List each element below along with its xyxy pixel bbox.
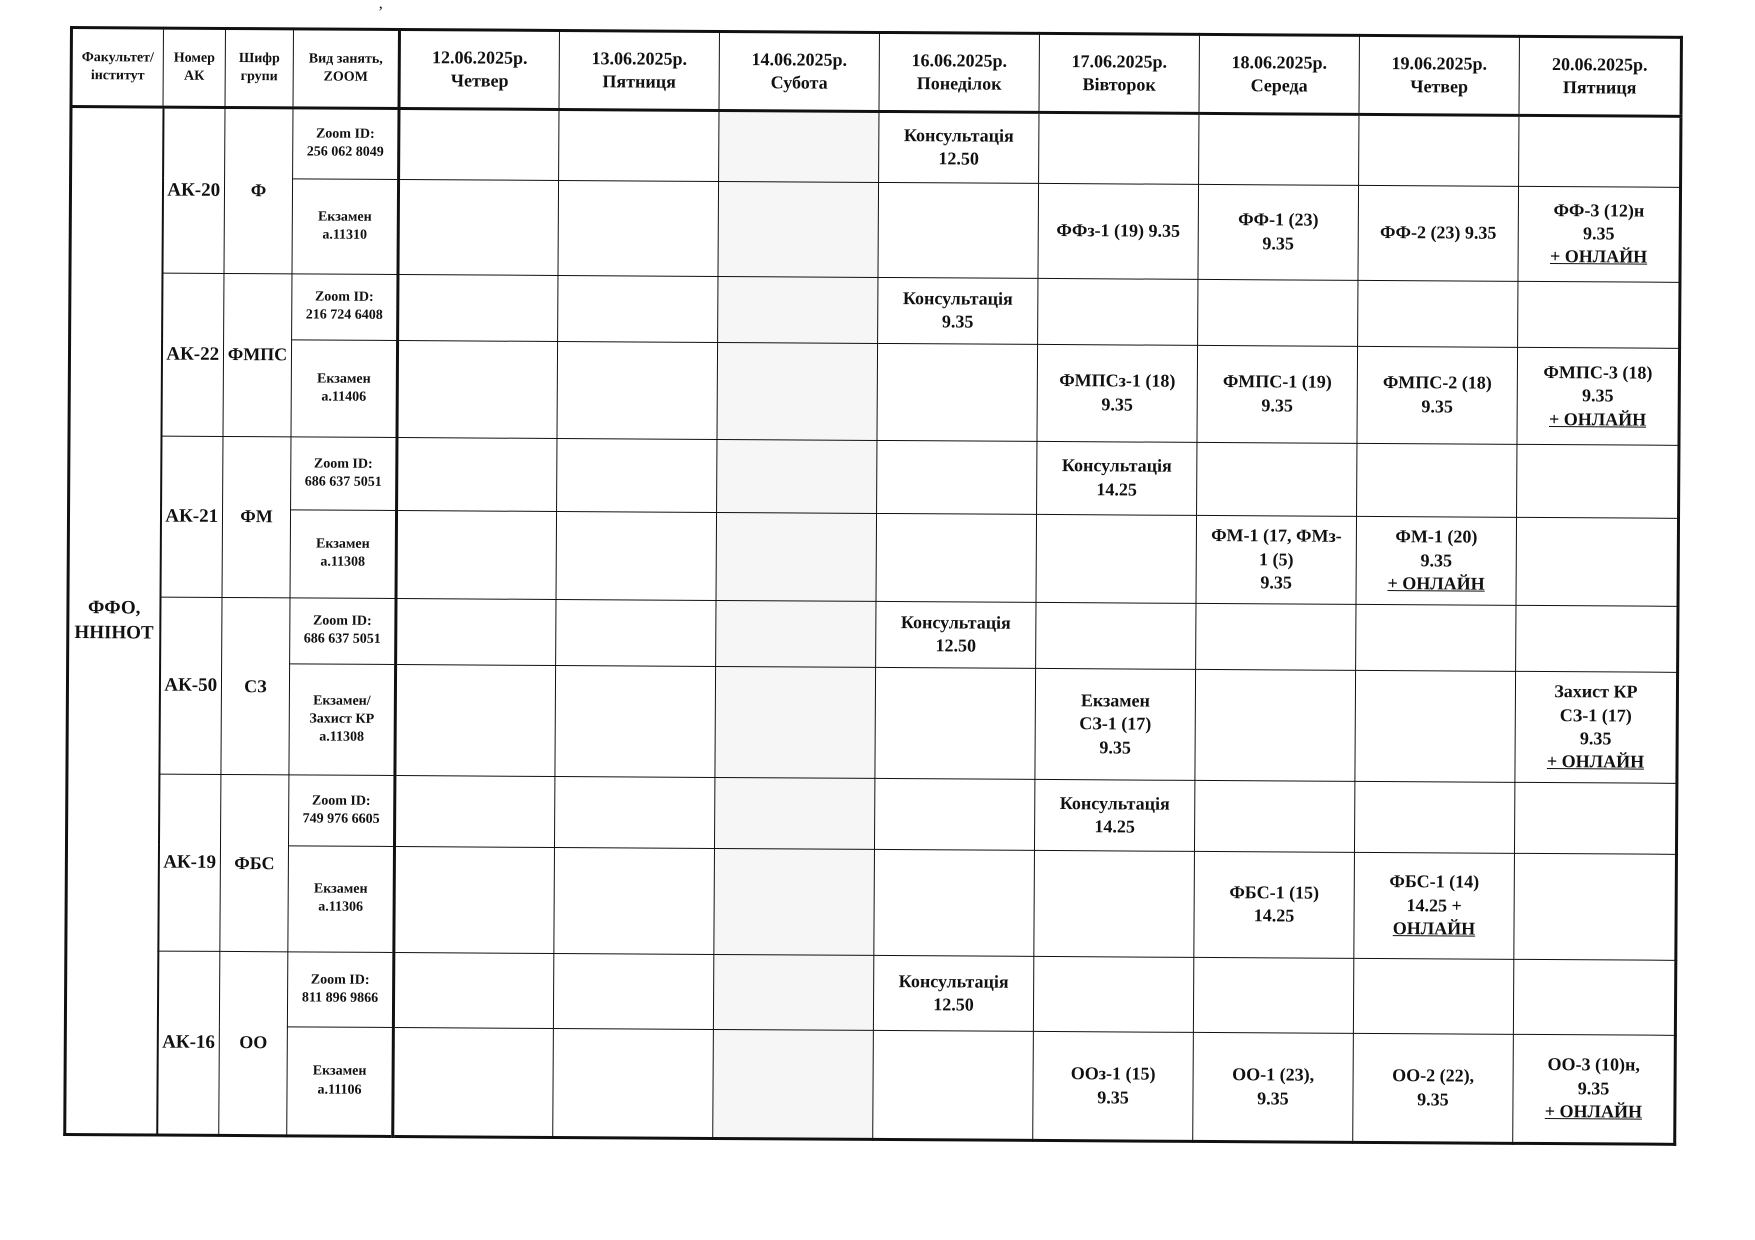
faculty-line: ФФО,: [87, 597, 141, 619]
schedule-cell: [1515, 671, 1678, 784]
schedule-cell: [393, 953, 553, 1029]
schedule-cell: [1519, 116, 1681, 187]
ak-number: АК-50: [159, 597, 222, 775]
schedule-cell: [716, 512, 877, 601]
schedule-cell: [1198, 184, 1359, 280]
cell-line: 9.35: [1261, 395, 1294, 416]
schedule-cell: [1517, 444, 1679, 518]
cell-line: Консультація: [1061, 455, 1172, 477]
schedule-cell: [1196, 603, 1356, 670]
cell-line: 9.35: [1257, 1087, 1289, 1108]
cell-line: 9.35: [1582, 223, 1615, 244]
schedule-cell: [395, 664, 556, 777]
cell-line: 9.35: [1099, 737, 1131, 758]
schedule-cell: [713, 955, 873, 1031]
schedule-cell: [1035, 668, 1196, 781]
schedule-cell: [719, 111, 879, 182]
schedule-cell: [1039, 113, 1199, 184]
group-code: СЗ: [221, 597, 290, 775]
exam-schedule-table: [63, 26, 1683, 1146]
schedule-cell: [396, 510, 557, 599]
exam-room-cell: [290, 509, 397, 598]
kind-line: а.11106: [317, 1082, 362, 1098]
faculty-line: ННІНОТ: [74, 621, 154, 644]
cell-line: СЗ-1 (17): [1079, 713, 1152, 735]
schedule-cell: [878, 277, 1038, 344]
cell-line: Консультація: [900, 612, 1011, 633]
ak-number: АК-16: [157, 951, 220, 1135]
schedule-cell: [1356, 604, 1516, 671]
schedule-cell: [1199, 114, 1359, 185]
schedule-cell: [554, 777, 714, 848]
schedule-cell: [1518, 186, 1681, 282]
cell-line: ФМПС-1 (19): [1222, 371, 1332, 393]
cell-line: ОО-2 (22),: [1392, 1065, 1475, 1086]
schedule-cell: [1358, 280, 1518, 347]
cell-line: 9.35: [1577, 1078, 1610, 1099]
kind-line: Zoom ID:: [312, 613, 372, 630]
schedule-cell: [875, 667, 1036, 780]
kind-line: Zoom ID:: [311, 793, 371, 809]
kind-line: Zoom ID:: [314, 289, 374, 305]
kind-line: 811 896 9866: [301, 990, 379, 1007]
cell-line: ФМ-1 (17, ФМз-: [1211, 525, 1342, 546]
kind-line: 256 062 8049: [306, 144, 384, 161]
zoom-id-cell: [287, 952, 393, 1027]
group-row-exam: [65, 1026, 1676, 1145]
cell-line: 9.35: [1260, 572, 1292, 593]
schedule-cell: [1516, 517, 1679, 606]
cell-line: 9.35: [1581, 385, 1614, 406]
header-date-7: 19.06.2025р. Четвер: [1359, 35, 1519, 115]
schedule-sheet: [63, 26, 1680, 1146]
group-row-zoom: [69, 436, 1679, 518]
kind-line: Екзамен: [315, 536, 370, 552]
header-code: Шифр групи: [225, 28, 293, 108]
cell-line: 9.35: [1101, 394, 1134, 415]
kind-line: Zoom ID:: [315, 126, 375, 143]
stray-mark: ʼ: [378, 4, 384, 21]
schedule-cell: [717, 342, 878, 440]
exam-room-cell: [291, 339, 398, 437]
schedule-cell: [873, 956, 1033, 1032]
schedule-cell: [1353, 1033, 1514, 1143]
schedule-cell: [1518, 281, 1680, 348]
schedule-cell: [878, 182, 1039, 278]
faculty-cell: [65, 107, 163, 1135]
schedule-cell: [1358, 185, 1519, 281]
kind-line: а.11308: [319, 729, 365, 745]
schedule-cell: [1194, 781, 1354, 852]
kind-line: Zoom ID:: [313, 456, 373, 472]
schedule-cell: [874, 849, 1035, 957]
cell-line: ФМ-1 (20): [1395, 526, 1478, 547]
schedule-cell: [394, 846, 555, 954]
schedule-cell: [1033, 957, 1193, 1033]
exam-room-cell: [289, 664, 396, 776]
schedule-cell: [1513, 1034, 1676, 1144]
cell-line: 12.50: [933, 994, 974, 1015]
cell-line: СЗ-1 (17): [1559, 704, 1632, 726]
zoom-id-cell: [290, 598, 396, 664]
exam-room-cell: [288, 846, 395, 953]
schedule-cell: [393, 1028, 554, 1138]
cell-line: ФФ-1 (23): [1238, 209, 1319, 230]
schedule-cell: [396, 599, 556, 666]
cell-line: Консультація: [1059, 792, 1170, 814]
schedule-cell: [399, 109, 559, 180]
schedule-cell: [553, 954, 713, 1030]
group-row-zoom: [67, 774, 1677, 854]
group-row-zoom: [65, 951, 1675, 1036]
cell-line: Консультація: [902, 287, 1013, 309]
group-row-zoom: [71, 107, 1681, 187]
schedule-cell: [716, 600, 876, 667]
zoom-id-cell: [293, 108, 399, 179]
schedule-cell: [877, 440, 1037, 514]
online-label: + ОНЛАЙН: [1549, 246, 1648, 268]
schedule-cell: [1517, 347, 1680, 445]
schedule-cell: [1196, 515, 1357, 604]
kind-line: Екзамен: [313, 881, 368, 898]
schedule-cell: [397, 438, 557, 512]
header-date-6: 18.06.2025р. Середа: [1199, 34, 1359, 114]
schedule-cell: [1036, 514, 1197, 603]
group-code: ФБС: [220, 775, 289, 952]
group-row-exam: [69, 338, 1680, 445]
schedule-cell: [1197, 345, 1358, 443]
group-row-exam: [66, 844, 1677, 960]
kind-line: Zoom ID:: [310, 972, 370, 988]
cell-line: 9.35: [1262, 233, 1295, 254]
kind-line: а.11406: [321, 389, 367, 405]
kind-line: 749 976 6605: [302, 811, 380, 827]
kind-line: 686 637 5051: [304, 474, 382, 490]
cell-line: ФБС-1 (15): [1229, 882, 1320, 903]
cell-line: ФФз-1 (19) 9.35: [1056, 220, 1181, 241]
schedule-cell: [1034, 850, 1195, 958]
exam-room-cell: [292, 178, 399, 274]
ak-number: АК-21: [160, 436, 223, 597]
schedule-cell: [1354, 852, 1515, 960]
cell-line: ФМПС-3 (18): [1543, 361, 1653, 383]
schedule-cell: [1034, 780, 1194, 851]
online-label: + ОНЛАЙН: [1544, 1101, 1643, 1122]
schedule-cell: [874, 779, 1034, 850]
schedule-cell: [1038, 278, 1198, 345]
schedule-cell: [557, 439, 717, 513]
cell-line: ООз-1 (15): [1070, 1063, 1156, 1084]
ak-number: АК-19: [158, 775, 221, 952]
group-code: ОО: [219, 952, 288, 1136]
cell-line: 14.25: [1094, 816, 1135, 837]
ak-number: АК-22: [161, 273, 224, 437]
schedule-cell: [713, 1030, 874, 1140]
schedule-cell: [1356, 516, 1517, 605]
schedule-cell: [1355, 670, 1516, 783]
schedule-cell: [1036, 602, 1196, 669]
header-faculty: Факультет/ інститут: [71, 28, 163, 108]
group-code: Ф: [224, 108, 293, 274]
schedule-cell: [714, 778, 874, 849]
group-row-exam: [68, 508, 1679, 606]
schedule-cell: [876, 513, 1037, 602]
group-row-exam: [70, 177, 1681, 282]
cell-line: ФФ-2 (23) 9.35: [1380, 222, 1497, 243]
kind-line: Екзамен: [317, 209, 372, 225]
cell-line: ОО-1 (23),: [1232, 1064, 1315, 1085]
schedule-cell: [873, 1031, 1034, 1141]
group-row-zoom: [68, 596, 1678, 672]
schedule-cell: [879, 112, 1039, 183]
group-code: ФМ: [222, 436, 291, 597]
kind-line: Екзамен/: [313, 693, 371, 709]
schedule-cell: [556, 599, 716, 666]
online-label: + ОНЛАЙН: [1546, 751, 1645, 773]
schedule-cell: [1037, 441, 1197, 515]
schedule-cell: [1193, 1032, 1354, 1142]
kind-line: а.11308: [320, 554, 366, 571]
cell-line: Консультація: [898, 970, 1009, 992]
header-date-4: 16.06.2025р. Понеділок: [879, 32, 1039, 112]
online-label: ОНЛАЙН: [1392, 918, 1476, 939]
online-label: + ОНЛАЙН: [1548, 408, 1647, 430]
header-row: [71, 28, 1681, 117]
ak-number: АК-20: [162, 107, 225, 273]
header-date-8: 20.06.2025р. Пятниця: [1519, 36, 1681, 116]
schedule-cell: [1033, 1031, 1194, 1141]
schedule-cell: [1514, 783, 1676, 854]
schedule-cell: [1195, 669, 1356, 782]
schedule-cell: [1357, 443, 1517, 517]
schedule-cell: [1193, 958, 1353, 1034]
online-label: + ОНЛАЙН: [1387, 573, 1485, 594]
schedule-cell: [1513, 960, 1675, 1036]
group-row-exam: [67, 662, 1678, 784]
schedule-cell: [715, 666, 876, 779]
kind-line: а.11306: [318, 900, 364, 916]
kind-line: 216 724 6408: [305, 307, 383, 324]
header-date-3: 14.06.2025р. Субота: [719, 31, 879, 111]
schedule-cell: [398, 274, 558, 341]
kind-line: Екзамен: [316, 371, 371, 387]
zoom-id-cell: [288, 775, 394, 846]
cell-line: 9.35: [1097, 1086, 1129, 1108]
schedule-cell: [1194, 851, 1355, 959]
zoom-id-cell: [292, 274, 398, 340]
cell-line: 12.50: [935, 635, 977, 656]
cell-line: 14.25: [1253, 905, 1295, 926]
schedule-cell: [558, 275, 718, 342]
cell-line: 14.25: [1096, 479, 1138, 500]
cell-line: 9.35: [1579, 728, 1612, 749]
cell-line: ФМПС-2 (18): [1382, 372, 1492, 394]
schedule-cell: [876, 601, 1036, 668]
cell-line: Екзамен: [1080, 690, 1150, 711]
schedule-cell: [555, 665, 716, 778]
schedule-cell: [1198, 279, 1358, 346]
cell-line: Консультація: [903, 125, 1014, 146]
kind-line: а.11310: [322, 227, 368, 243]
header-ak: Номер АК: [163, 28, 225, 108]
schedule-cell: [718, 276, 878, 343]
schedule-cell: [718, 181, 879, 277]
group-row-zoom: [70, 272, 1680, 348]
schedule-cell: [397, 340, 558, 438]
schedule-cell: [1514, 853, 1677, 961]
cell-line: ФБС-1 (14): [1389, 871, 1480, 893]
schedule-cell: [1516, 605, 1678, 672]
cell-line: 1 (5): [1258, 548, 1294, 570]
schedule-cell: [877, 343, 1038, 441]
header-date-2: 13.06.2025р. Пятниця: [559, 30, 719, 110]
schedule-cell: [1353, 959, 1513, 1035]
cell-line: 9.35: [1417, 1088, 1449, 1109]
schedule-cell: [556, 511, 717, 600]
exam-room-cell: [287, 1027, 394, 1137]
schedule-cell: [554, 847, 715, 955]
schedule-cell: [717, 440, 877, 514]
cell-line: ОО-3 (10)н,: [1547, 1054, 1640, 1076]
schedule-cell: [714, 848, 875, 956]
schedule-cell: [1357, 346, 1518, 444]
cell-line: 14.25 +: [1406, 894, 1462, 916]
schedule-cell: [559, 110, 719, 181]
kind-line: 686 637 5051: [303, 631, 381, 648]
kind-line: Захист КР: [309, 711, 375, 727]
schedule-cell: [558, 180, 719, 276]
cell-line: ФФ-3 (12)н: [1553, 199, 1645, 221]
schedule-cell: [1354, 782, 1514, 853]
cell-line: 9.35: [1420, 549, 1453, 571]
schedule-cell: [394, 776, 554, 847]
header-date-1: 12.06.2025р. Четвер: [399, 30, 559, 110]
kind-line: Екзамен: [312, 1063, 367, 1080]
header-kind: Вид занять, ZOOM: [293, 29, 399, 109]
cell-line: 12.50: [938, 148, 980, 170]
cell-line: ФМПСз-1 (18): [1059, 370, 1176, 392]
schedule-cell: [557, 341, 718, 439]
group-code: ФМПС: [223, 273, 292, 437]
schedule-cell: [398, 179, 559, 275]
schedule-cell: [553, 1029, 714, 1139]
header-date-5: 17.06.2025р. Вівторок: [1039, 33, 1199, 113]
schedule-cell: [1037, 344, 1198, 442]
zoom-id-cell: [291, 437, 397, 510]
schedule-cell: [1038, 183, 1199, 279]
cell-line: Захист КР: [1554, 681, 1638, 702]
cell-line: 9.35: [1421, 396, 1454, 417]
schedule-cell: [1197, 442, 1357, 516]
schedule-cell: [1359, 115, 1519, 186]
cell-line: 9.35: [941, 311, 974, 332]
